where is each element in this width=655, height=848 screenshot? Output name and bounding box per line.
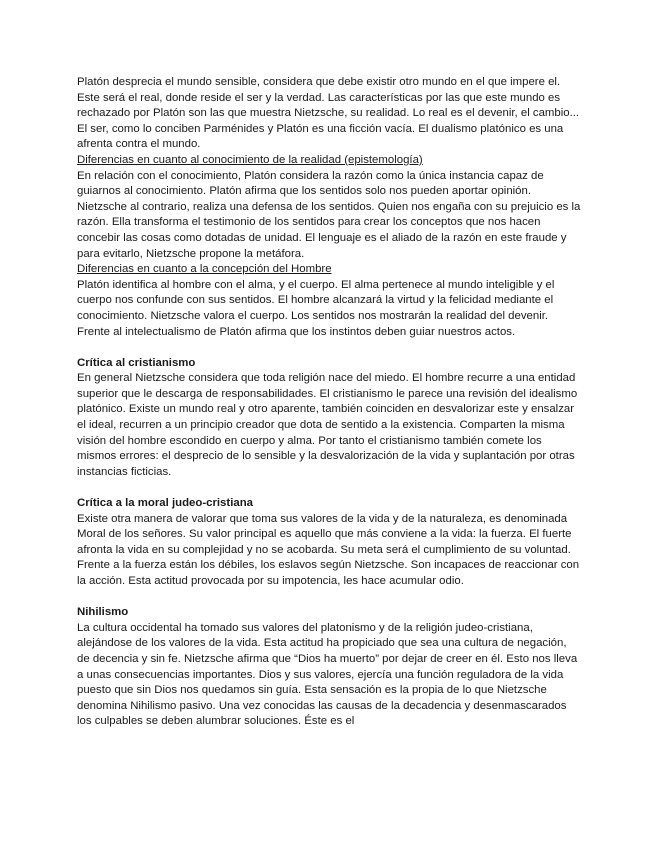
epistemology-paragraph: En relación con el conocimiento, Platón considera la razón como la única instancia capaz de guiarnos al conocimiento. Platón afirma que los sentidos solo nos pueden aportar opinión. Nietzsche al contrario, realiza una defensa de los sentidos. Quien nos engaña con su prejuicio es la razón. Ella transforma el testimonio de los sentidos para crear los conceptos que nos hacen concebir las cosas como dotadas de unidad. El lenguaje es el aliado de la razón en este fraude y para evitarlo, Nietzsche propone la metáfora. bbox=[77, 169, 581, 260]
subheading-epistemology: Diferencias en cuanto al conocimiento de la realidad (epistemología) bbox=[77, 153, 423, 166]
subheading-man: Diferencias en cuanto a la concepción del Hombre bbox=[77, 263, 332, 276]
christianity-paragraph: En general Nietzsche considera que toda religión nace del miedo. El hombre recurre a una entidad superior que le descarga de responsabilidades. El cristianismo le parece una revisión del idealismo platónico. Existe un mundo real y otro aparente, también coinciden en desvalorizar este y ensalzar el ideal, recurren a un principio creador que dota de sentido a la existencia. Comparten la misma visión del hombre escondido en cuerpo y alma. Por tanto el cristianismo también comete los mismos errores: el desprecio de lo sensible y la desvalorización de la vida y suplantación por otras instancias ficticias. bbox=[77, 372, 578, 478]
man-paragraph: Platón identifica al hombre con el alma, y el cuerpo. El alma pertenece al mundo inteligible y el cuerpo nos confunde con sus sentidos. El hombre alcanzará la virtud y la felicidad mediante el conocimiento. Nietzsche valora el cuerpo. Los sentidos nos mostrarán la realidad del devenir. Frente al intelectualismo de Platón afirma que los instintos deben guiar nuestros actos. bbox=[77, 278, 555, 338]
intro-paragraph: Platón desprecia el mundo sensible, considera que debe existir otro mundo en el que impere el. Este será el real, donde reside el ser y la verdad. Las características por las que este mundo es rechazado por Platón son las que muestra Nietzsche, su realidad. Lo real es el devenir, el cambio... El ser, como lo conciben Parménides y Platón es una ficción vacía. El dualismo platónico es una afrenta contra el mundo. bbox=[77, 76, 580, 151]
heading-christianity: Crítica al cristianismo bbox=[77, 356, 196, 369]
morality-paragraph: Existe otra manera de valorar que toma sus valores de la vida y de la naturaleza, es denominada Moral de los señores. Su valor principal es aquello que más conviene a la vida: la fuerza. El fuerte afronta la vida en su complejidad y no se acobarda. Su meta será el cumplimiento de su voluntad. Frente a la fuerza están los débiles, los eslavos según Nietzsche. Son incapaces de reaccionar con la acción. Esta actitud provocada por su impotencia, les hace acumular odio. bbox=[77, 512, 580, 587]
heading-nihilism: Nihilismo bbox=[77, 606, 129, 619]
document-page bbox=[77, 75, 582, 730]
heading-morality: Crítica a la moral judeo-cristiana bbox=[77, 497, 253, 510]
nihilism-paragraph: La cultura occidental ha tomado sus valores del platonismo y de la religión judeo-cristiana, alejándose de los valores de la vida. Esta actitud ha propiciado que sea una cultura de negación, de decencia y sin fe. Nietzsche afirma que “Dios ha muerto” por dejar de creer en él. Esto nos lleva a unas consecuencias importantes. Dios y sus valores, ejercía una función reguladora de la vida puesto que sin Dios nos quedamos sin guía. Esta sensación es la propia de lo que Nietzsche denomina Nihilismo pasivo. Una vez conocidas las causas de la decadencia y desenmascarados los culpables se deben alumbrar soluciones. Éste es el bbox=[77, 621, 578, 728]
